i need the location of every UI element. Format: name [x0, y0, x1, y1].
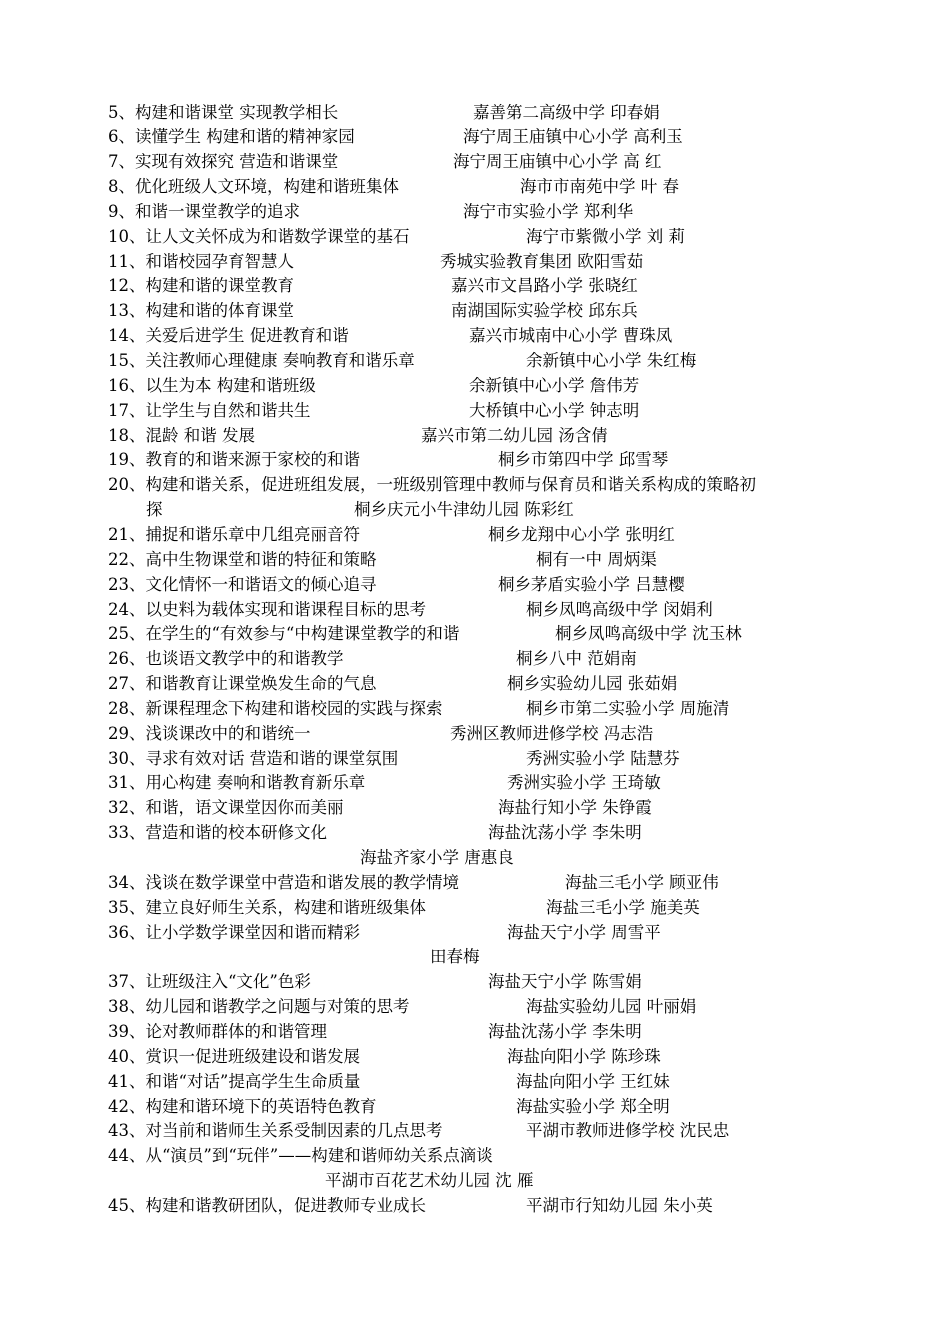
author-school: 海盐行知小学 朱铮霞 — [498, 798, 652, 818]
author-school: 海盐实验小学 郑全明 — [516, 1096, 670, 1116]
article-title: 8、优化班级人文环境，构建和谐班集体 — [108, 177, 399, 197]
article-title: 7、实现有效探究 营造和谐课堂 — [108, 152, 339, 172]
author-school: 海宁周王庙镇中心小学 高 红 — [453, 152, 662, 172]
author-school: 桐乡龙翔中心小学 张明红 — [488, 524, 675, 544]
article-title: 18、混龄 和谐 发展 — [108, 425, 255, 445]
article-title: 44、从“演员”到“玩伴”——构建和谐师幼关系点滴谈 — [108, 1146, 493, 1166]
article-title: 37、让班级注入“文化”色彩 — [108, 972, 311, 992]
article-title: 41、和谐“对话”提高学生生命质量 — [108, 1071, 361, 1091]
author-school: 海市市南苑中学 叶 春 — [520, 177, 679, 197]
author-school: 海盐齐家小学 唐惠良 — [360, 848, 514, 867]
article-title: 21、捕捉和谐乐章中几组亮丽音符 — [108, 524, 360, 544]
article-title: 35、建立良好师生关系，构建和谐班级集体 — [108, 897, 426, 917]
article-title: 34、浅谈在数学课堂中营造和谐发展的教学情境 — [108, 872, 459, 892]
article-title: 36、让小学数学课堂因和谐而精彩 — [108, 922, 360, 942]
author-school: 桐乡市第二实验小学 周施清 — [526, 698, 730, 718]
article-title: 32、和谐，语文课堂因你而美丽 — [108, 798, 344, 818]
author-school: 海盐向阳小学 王红妹 — [516, 1071, 670, 1091]
article-title: 29、浅谈课改中的和谐统一 — [108, 723, 311, 743]
article-title: 24、以史料为载体实现和谐课程目标的思考 — [108, 599, 426, 619]
article-title: 14、关爱后进学生 促进教育和谐 — [108, 326, 349, 346]
author-school: 大桥镇中心小学 钟志明 — [469, 400, 640, 420]
author-school: 秀洲实验小学 王琦敏 — [507, 773, 661, 793]
article-title: 5、构建和谐课堂 实现教学相长 — [108, 102, 339, 122]
article-title: 25、在学生的“有效参与“中构建课堂教学的和谐 — [108, 624, 460, 644]
article-title: 38、幼儿园和谐教学之问题与对策的思考 — [108, 997, 410, 1017]
author-school: 海盐向阳小学 陈珍珠 — [507, 1046, 661, 1066]
article-title: 23、文化情怀一和谐语文的倾心追寻 — [108, 574, 377, 594]
author-school: 平湖市行知幼儿园 朱小英 — [526, 1195, 713, 1215]
author-school: 田春梅 — [430, 947, 480, 967]
author-school: 南湖国际实验学校 邱东兵 — [451, 301, 638, 321]
author-school: 海盐天宁小学 周雪平 — [507, 922, 661, 942]
author-school: 桐乡凤鸣高级中学 沈玉林 — [555, 624, 742, 644]
author-school: 嘉善第二高级中学 印春娟 — [473, 102, 660, 122]
author-school: 平湖市教师进修学校 沈民忠 — [526, 1121, 730, 1141]
article-title: 12、构建和谐的课堂教育 — [108, 276, 294, 296]
author-school: 海盐沈荡小学 李朱明 — [488, 823, 642, 843]
article-title: 11、和谐校园孕育智慧人 — [108, 251, 294, 271]
author-school: 余新镇中心小学 朱红梅 — [526, 351, 697, 370]
article-title: 10、让人文关怀成为和谐数学课堂的基石 — [108, 226, 410, 246]
author-school: 嘉兴市城南中心小学 曹珠凤 — [469, 326, 673, 346]
article-title: 43、对当前和谐师生关系受制因素的几点思考 — [108, 1121, 443, 1141]
author-school: 余新镇中心小学 詹伟芳 — [469, 375, 640, 395]
author-school: 海宁周王庙镇中心小学 高利玉 — [463, 127, 683, 147]
article-title: 6、读懂学生 构建和谐的精神家园 — [108, 127, 355, 147]
author-school: 海盐三毛小学 顾亚伟 — [565, 872, 719, 892]
author-school: 海宁市实验小学 郑利华 — [463, 201, 634, 221]
article-title: 13、构建和谐的体育课堂 — [108, 301, 294, 321]
article-title: 19、教育的和谐来源于家校的和谐 — [108, 450, 360, 470]
article-title: 42、构建和谐环境下的英语特色教育 — [108, 1096, 377, 1116]
author-school: 桐乡实验幼儿园 张茹娟 — [507, 674, 678, 694]
author-school: 桐有一中 周炳渠 — [536, 549, 657, 569]
article-title: 15、关注教师心理健康 奏响教育和谐乐章 — [108, 351, 415, 370]
author-school: 桐乡八中 范娟南 — [516, 649, 637, 669]
author-school: 秀城实验教育集团 欧阳雪茹 — [440, 251, 644, 271]
author-school: 平湖市百花艺术幼儿园 沈 雁 — [325, 1171, 534, 1191]
article-title: 9、和谐一课堂教学的追求 — [108, 201, 300, 221]
author-school: 海盐实验幼儿园 叶丽娟 — [526, 997, 697, 1017]
article-title: 30、寻求有效对话 营造和谐的课堂氛围 — [108, 748, 399, 768]
author-school: 海盐三毛小学 施美英 — [546, 897, 700, 917]
author-school: 海盐天宁小学 陈雪娟 — [488, 972, 642, 992]
author-school: 桐乡市第四中学 邱雪琴 — [498, 450, 669, 470]
article-title: 探 — [146, 500, 163, 520]
author-school: 海宁市紫微小学 刘 莉 — [526, 226, 685, 246]
author-school: 桐乡庆元小牛津幼儿园 陈彩红 — [354, 500, 574, 520]
article-title: 31、用心构建 奏响和谐教育新乐章 — [108, 773, 366, 793]
article-title: 28、新课程理念下构建和谐校园的实践与探索 — [108, 698, 443, 718]
article-title: 22、高中生物课堂和谐的特征和策略 — [108, 549, 377, 569]
article-title: 45、构建和谐教研团队，促进教师专业成长 — [108, 1195, 426, 1215]
author-school: 嘉兴市第二幼儿园 汤含倩 — [421, 425, 608, 445]
article-title: 40、赏识一促进班级建设和谐发展 — [108, 1046, 360, 1066]
article-title: 27、和谐教育让课堂焕发生命的气息 — [108, 674, 377, 694]
article-title: 26、也谈语文教学中的和谐教学 — [108, 649, 344, 669]
author-school: 桐乡凤鸣高级中学 闵娟利 — [526, 599, 713, 619]
author-school: 秀洲实验小学 陆慧芬 — [526, 748, 680, 768]
article-title: 39、论对教师群体的和谐管理 — [108, 1021, 327, 1041]
article-title: 17、让学生与自然和谐共生 — [108, 400, 311, 420]
author-school: 海盐沈荡小学 李朱明 — [488, 1021, 642, 1041]
article-title: 33、营造和谐的校本研修文化 — [108, 823, 327, 843]
article-title: 20、构建和谐关系，促进班组发展，一班级别管理中教师与保育员和谐关系构成的策略初 — [108, 475, 756, 495]
author-school: 秀洲区教师进修学校 冯志浩 — [450, 723, 654, 743]
author-school: 嘉兴市文昌路小学 张晓红 — [451, 276, 638, 296]
article-title: 16、以生为本 构建和谐班级 — [108, 375, 316, 395]
author-school: 桐乡茅盾实验小学 吕慧樱 — [498, 574, 685, 594]
